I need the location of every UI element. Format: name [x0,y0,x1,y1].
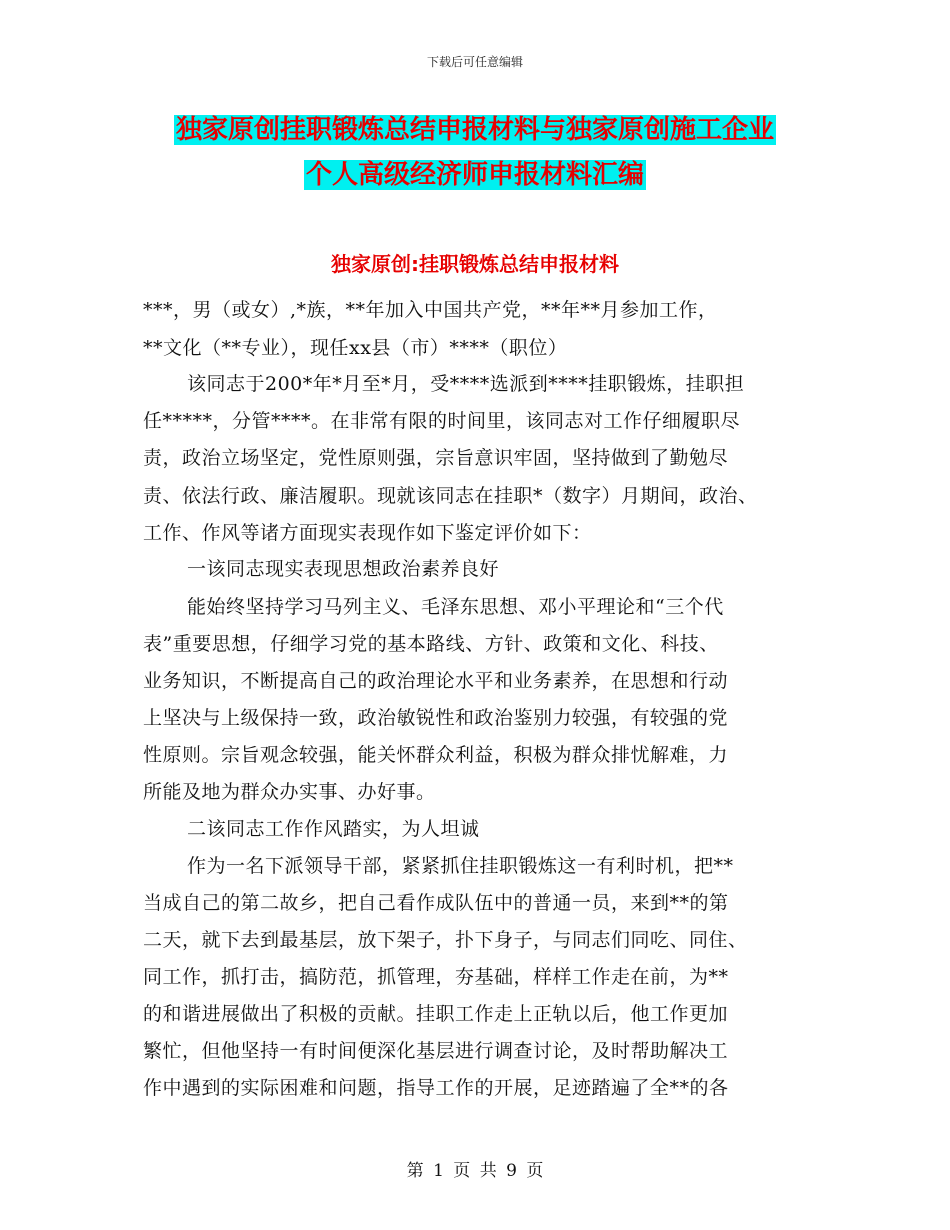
document-title-line-1: 独家原创挂职锻炼总结申报材料与独家原创施工企业 [175,115,774,145]
body-line: 的和谐进展做出了积极的贡献。挂职工作走上正轨以后，他工作更加 [143,1003,729,1025]
body-line: 所能及地为群众办实事、办好事。 [143,781,436,803]
body-line: 上坚决与上级保持一致，政治敏锐性和政治鉴别力较强，有较强的党 [143,707,729,729]
body-line: 责、依法行政、廉洁履职。现就该同志在挂职*（数字）月期间，政治、 [143,485,758,507]
section-title: 独家原创:挂职锻炼总结申报材料 [331,252,619,276]
body-line: 工作、作风等诸方面现实表现作如下鉴定评价如下： [143,522,592,544]
body-line: 当成自己的第二故乡，把自己看作成队伍中的普通一员，来到**的第 [143,892,729,914]
body-line: 该同志于200*年*月至*月，受****选派到****挂职锻炼，挂职担 [187,373,745,395]
body-line: 能始终坚持学习马列主义、毛泽东思想、邓小平理论和“三个代 [187,596,724,618]
page-footer: 第 1 页 共 9 页 [406,1161,544,1181]
body-line: 二天，就下去到最基层，放下架子，扑下身子，与同志们同吃、同住、 [143,929,748,951]
body-line: 业务知识，不断提高自己的政治理论水平和业务素养，在思想和行动 [143,670,729,692]
section-heading: 二该同志工作作风踏实，为人坦诚 [187,818,480,840]
body-line: 作中遇到的实际困难和问题，指导工作的开展，足迹踏遍了全**的各 [143,1077,729,1099]
body-line: 繁忙，但他坚持一有时间便深化基层进行调查讨论，及时帮助解决工 [143,1040,729,1062]
section-heading: 一该同志现实表现思想政治素养良好 [187,558,500,580]
body-line: 性原则。宗旨观念较强，能关怀群众利益，积极为群众排忧解难，力 [143,744,729,766]
body-line: ***，男（或女）,*族，**年加入中国共产党，**年**月参加工作， [143,299,718,321]
body-line: 同工作，抓打击，搞防范，抓管理，夯基础，样样工作走在前，为** [143,966,729,988]
body-line: **文化（**专业），现任xx县（市）****（职位） [143,337,568,359]
body-line: 表”重要思想，仔细学习党的基本路线、方针、政策和文化、科技、 [143,633,719,655]
body-line: 任*****，分管****。在非常有限的时间里，该同志对工作仔细履职尽 [143,410,741,432]
body-line: 作为一名下派领导干部，紧紧抓住挂职锻炼这一有利时机，把** [187,855,734,877]
body-line: 责，政治立场坚定，党性原则强，宗旨意识牢固，坚持做到了勤勉尽 [143,447,729,469]
header-note: 下载后可任意编辑 [426,55,523,69]
document-title-line-2: 个人高级经济师申报材料汇编 [305,160,644,190]
